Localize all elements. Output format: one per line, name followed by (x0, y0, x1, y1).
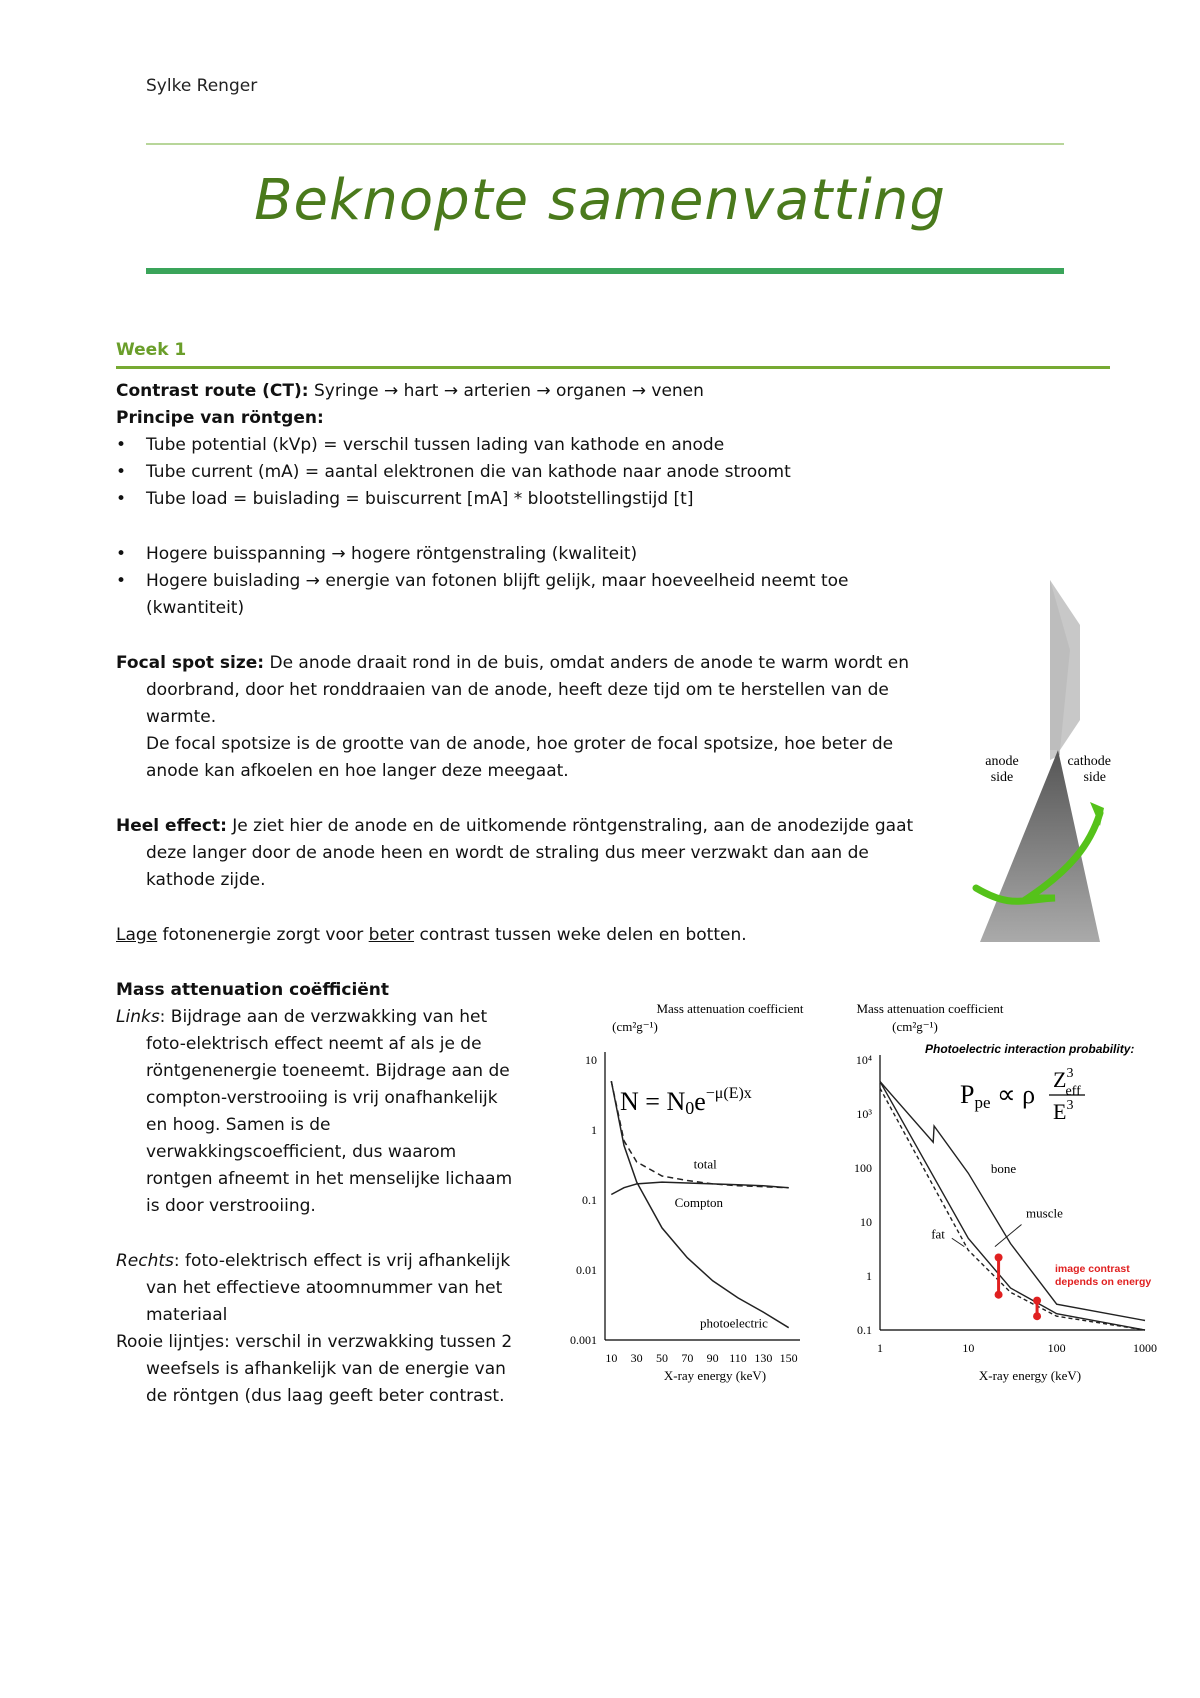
series-line-fat (880, 1088, 1145, 1330)
chart-unit: (cm²g⁻¹) (612, 1019, 658, 1034)
attenuation-chart-left (555, 995, 840, 1395)
y-tick-label: 10 (585, 1053, 597, 1067)
y-tick-label: 1 (866, 1269, 872, 1283)
y-tick-label: 0.001 (570, 1333, 597, 1347)
title-divider (146, 268, 1064, 274)
chart-xlabel: X-ray energy (keV) (978, 1368, 1082, 1383)
x-tick-label: 30 (630, 1351, 643, 1365)
y-tick-label: 1 (591, 1123, 597, 1137)
x-tick-label: 1000 (1133, 1341, 1157, 1355)
leader-line (995, 1224, 1022, 1246)
x-tick-label: 50 (656, 1351, 668, 1365)
links-line-1 (116, 1004, 487, 1031)
chart-formula: $N = N0e^{-\mu(E)x}$ (620, 1085, 752, 1118)
lage-text: fotonenergie zorgt voor (157, 925, 369, 945)
document-title: Beknopte samenvatting (254, 168, 946, 233)
lage-line (116, 922, 747, 949)
beter-underlined: beter (368, 925, 415, 945)
chart-inset-title: Photoelectric interaction probability: (925, 1042, 1135, 1056)
bullet-text: Tube potential (kVp) = verschil tussen lading van kathode en anode (146, 435, 725, 455)
rechts-text: : foto-elektrisch effect is vrij afhankelijk (173, 1251, 511, 1271)
rooie-line-3: de röntgen (dus laag geeft beter contrast. (146, 1386, 505, 1406)
focal-line-4: De focal spotsize is de grootte van de anode, hoe groter de focal spotsize, hoe beter de (146, 734, 894, 754)
lage-underlined: Lage (116, 925, 158, 945)
x-tick-label: 10 (605, 1351, 618, 1365)
x-tick-label: 10 (962, 1341, 975, 1355)
week-divider (116, 366, 1110, 369)
contrast-route-label: Contrast route (CT): (116, 381, 309, 401)
y-tick-label: 0.1 (857, 1323, 872, 1337)
links-line-5: en hoog. Samen is de (146, 1115, 331, 1135)
links-line-7: rontgen afneemt in het menselijke lichaam (146, 1169, 513, 1189)
x-tick-label: 110 (729, 1351, 747, 1365)
heel-text: Je ziet hier de anode en de uitkomende röntgenstraling, aan de anodezijde gaat (226, 816, 914, 836)
anode-side-label-1: anode (985, 754, 1019, 769)
bullet-text: Hogere buisspanning → hogere röntgenstraling (kwaliteit) (146, 544, 638, 564)
contrast-marker-dot (1033, 1297, 1041, 1305)
svg-text:Z3eff: $Z^3$ eff (1053, 1066, 1081, 1099)
links-line-6: verwakkingscoefficient, dus waarom (146, 1142, 457, 1162)
y-tick-label: 10⁴ (855, 1053, 872, 1067)
mass-heading: Mass attenuation coëfficiënt (116, 980, 390, 1000)
cathode-side-label-2: side (1083, 770, 1106, 785)
links-line-4: compton-verstrooiing is vrij onafhankelijk (146, 1088, 498, 1108)
bullet-continuation: (kwantiteit) (146, 598, 245, 618)
y-tick-label: 0.1 (582, 1193, 597, 1207)
links-line-8: is door verstrooiing. (146, 1196, 316, 1216)
bullet-text: Tube load = buislading = buiscurrent [mA] * blootstellingstijd [t] (146, 489, 694, 509)
y-tick-label: 100 (854, 1161, 872, 1175)
rechts-label: Rechts (116, 1251, 174, 1271)
rechts-line-1 (116, 1248, 510, 1275)
focal-line-5: anode kan afkoelen en hoe langer deze meegaat. (146, 761, 569, 781)
heel-line-2: deze langer door de anode heen en wordt de straling dus meer verzwakt dan aan de (146, 843, 869, 863)
links-text: : Bijdrage aan de verzwakking van het (159, 1007, 488, 1027)
focal-text: De anode draait rond in de buis, omdat anders de anode te warm wordt en (264, 653, 910, 673)
x-tick-label: 150 (779, 1351, 798, 1365)
principe-heading: Principe van röntgen: (116, 408, 324, 428)
contrast-route (116, 378, 704, 405)
contrast-marker-dot (995, 1291, 1003, 1299)
anode-figure (770, 570, 1111, 950)
series-label: Compton (674, 1194, 724, 1210)
focal-line-2: doorbrand, door het ronddraaien van de anode, heeft deze tijd om te herstellen van de (146, 680, 889, 700)
links-line-2: foto-elektrisch effect neemt af als je de (146, 1034, 482, 1054)
chart-title: Mass attenuation coefficient (656, 1001, 804, 1016)
x-tick-label: 130 (754, 1351, 773, 1365)
contrast-marker-dot (1033, 1312, 1041, 1320)
chart-title: Mass attenuation coefficient (856, 1001, 1004, 1016)
chart-formula (960, 1066, 1085, 1124)
x-tick-label: 70 (681, 1351, 694, 1365)
leader-line (952, 1238, 964, 1246)
x-tick-label: 90 (706, 1351, 719, 1365)
bullet-text: Tube current (mA) = aantal elektronen die van kathode naar anode stroomt (146, 462, 791, 482)
rechts-line-3: materiaal (146, 1305, 228, 1325)
chart-unit: (cm²g⁻¹) (892, 1019, 938, 1034)
cathode-side-label-1: cathode (1067, 754, 1111, 769)
series-label: photoelectric (700, 1315, 768, 1331)
links-line-3: röntgenenergie toeneemt. Bijdrage aan de (146, 1061, 510, 1081)
svg-text:E3: $E^3$ (1053, 1098, 1074, 1124)
series-label: bone (990, 1161, 1017, 1177)
rechts-line-2: van het effectieve atoomnummer van het (146, 1278, 503, 1298)
x-tick-label: 1 (877, 1341, 883, 1355)
focal-label: Focal spot size: (116, 653, 265, 673)
y-tick-label: 10³ (856, 1107, 872, 1121)
heel-line-3: kathode zijde. (146, 870, 266, 890)
series-label: muscle (1026, 1205, 1063, 1221)
lage-end: contrast tussen weke delen en botten. (414, 925, 747, 945)
series-label: total (693, 1156, 717, 1172)
chart-xlabel: X-ray energy (keV) (663, 1368, 767, 1383)
rooie-line-1: Rooie lijntjes: verschil in verzwakking tussen 2 (116, 1332, 513, 1352)
anode-side-label-2: side (990, 770, 1014, 785)
top-divider (146, 143, 1064, 145)
y-tick-label: 10 (860, 1215, 872, 1229)
week-heading: Week 1 (116, 340, 187, 360)
y-tick-label: 0.01 (576, 1263, 597, 1277)
attenuation-chart-right (835, 995, 1165, 1395)
links-label: Links (116, 1007, 160, 1027)
contrast-route-text: Syringe → hart → arterien → organen → venen (308, 381, 704, 401)
x-tick-label: 100 (1047, 1341, 1066, 1355)
author-name: Sylke Renger (146, 76, 258, 96)
bullet-text: Hogere buislading → energie van fotonen blijft gelijk, maar hoeveelheid neemt toe (146, 571, 849, 591)
focal-line-3: warmte. (146, 707, 217, 727)
chart-annotation-2: depends on energy (1055, 1276, 1152, 1288)
rooie-line-2: weefsels is afhankelijk van de energie van (146, 1359, 506, 1379)
heel-label: Heel effect: (116, 816, 227, 836)
contrast-marker-dot (995, 1254, 1003, 1262)
chart-annotation-1: image contrast (1055, 1263, 1130, 1275)
svg-text:Ppe ∝ ρ: Ppe ∝ ρ (960, 1080, 1036, 1112)
series-label: fat (931, 1226, 945, 1242)
